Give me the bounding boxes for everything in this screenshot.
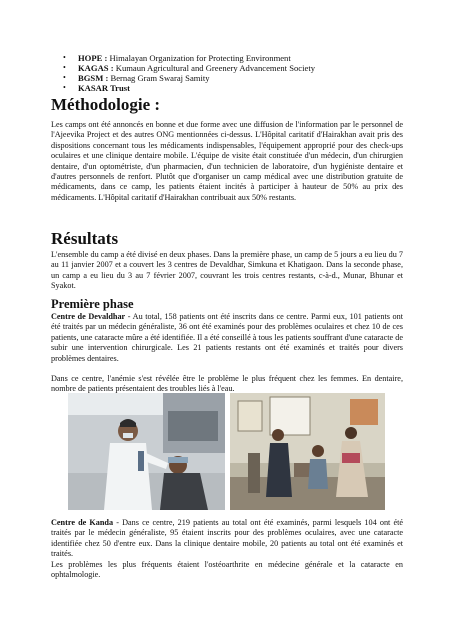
devaldhar-label: Centre de Devaldhar [51, 312, 126, 321]
org-name: Himalayan Organization for Protecting Environment [109, 53, 291, 63]
list-item [63, 83, 438, 93]
bullet-icon: • [63, 53, 66, 62]
bullet-icon: • [63, 73, 66, 82]
kanda-paragraph [51, 518, 403, 560]
methodologie-heading: Méthodologie : [51, 95, 161, 114]
kanda-text: - Dans ce centre, 219 patients au total ont été examinés, parmi lesquels 104 ont été traités par le médecin généraliste, 95 étaient inscrits pour des problèmes oculaires, avec une cataracte identifiée chez 50 d'entre eux. Dans la clinique dentaire mobile, 20 patients au total ont été examinés et traités. [51, 518, 403, 559]
org-separator: : [103, 73, 111, 83]
org-name: Bernag Gram Swaraj Samity [110, 73, 210, 83]
org-separator: : [102, 53, 110, 63]
kanda-label: Centre de Kanda [51, 518, 114, 527]
org-abbr: HOPE [78, 53, 103, 63]
photo-camp-room [230, 393, 385, 510]
devaldhar-note: Dans ce centre, l'anémie s'est révélée être le problème le plus fréquent chez les femmes. En dentaire, nombre de patients présentaient des troubles liés à l'eau. [51, 374, 403, 394]
org-abbr: KAGAS [78, 63, 109, 73]
resultats-paragraph: L'ensemble du camp a été divisé en deux phases. Dans la première phase, un camp de 5 jours a eu lieu du 7 au 11 janvier 2007 et a couvert les 3 centres de Devaldhar, Simkuna et Khatigaon. Dans la seconde phase, un camp a eu lieu du 3 au 7 février 2007, couvrant les trois centres restants, c-à-d., Munar, Bhunar et Syakot. [51, 250, 403, 291]
methodologie-paragraph: Les camps ont été annoncés en bonne et due forme avec une diffusion de l'information par le personnel de l'Ajeevika Project et des autres ONG mentionnées ci-dessus. L'Hôpital caritatif d'Hairakhan avait pris des dispositions concernant tous les médicaments indispensables, l'équipement approprié pour des check-ups oculaires et une clinique dentaire mobile. L'équipe de visite était constituée d'un médecin, d'un chirurgien dentaire, d'un optométriste, d'un pharmacien, d'un technicien de laboratoire, d'un hygiéniste dentaire et d'autres personnels de renfort. Plutôt que d'organiser un camp médical avec une distribution gratuite de médicaments, dans ce camp, les patients étaient incités à participer à hauteur de 50% au prix des médicaments. L'Hôpital caritatif d'Hairakhan contribuait aux 50% restants. [51, 120, 403, 202]
dental-exam-illustration [68, 393, 225, 510]
devaldhar-text: - Au total, 158 patients ont été inscrits dans ce centre. Parmi eux, 101 patients ont été traités par un médecin généraliste, 36 ont été examinés pour des problèmes oculaires et chez 10 de ces patients, une cataracte mûre a été identifiée. Il a été conseillé à tous les patients souffrant d'une cataracte de subir une intervention chirurgicale. Les 21 patients restants ont été examinés et traités pour divers problèmes dentaires. [51, 312, 403, 363]
premiere-phase-heading: Première phase [51, 297, 134, 311]
org-separator: : [108, 63, 116, 73]
resultats-heading: Résultats [51, 229, 119, 248]
organization-list [63, 53, 438, 93]
bullet-icon: • [63, 63, 66, 72]
list-item [63, 63, 438, 73]
list-item [63, 53, 438, 63]
photo-dental-exam [68, 393, 225, 510]
list-item [63, 73, 438, 83]
kanda-note: Les problèmes les plus fréquents étaient l'ostéoarthrite en médecine générale et la cataracte en ophtalmologie. [51, 560, 403, 580]
org-name: Kumaun Agricultural and Greenery Advancement Society [115, 63, 315, 73]
bullet-icon: • [63, 83, 66, 92]
org-abbr: KASAR Trust [78, 83, 130, 93]
devaldhar-paragraph [51, 312, 403, 364]
org-abbr: BGSM [78, 73, 104, 83]
camp-room-illustration [230, 393, 385, 510]
